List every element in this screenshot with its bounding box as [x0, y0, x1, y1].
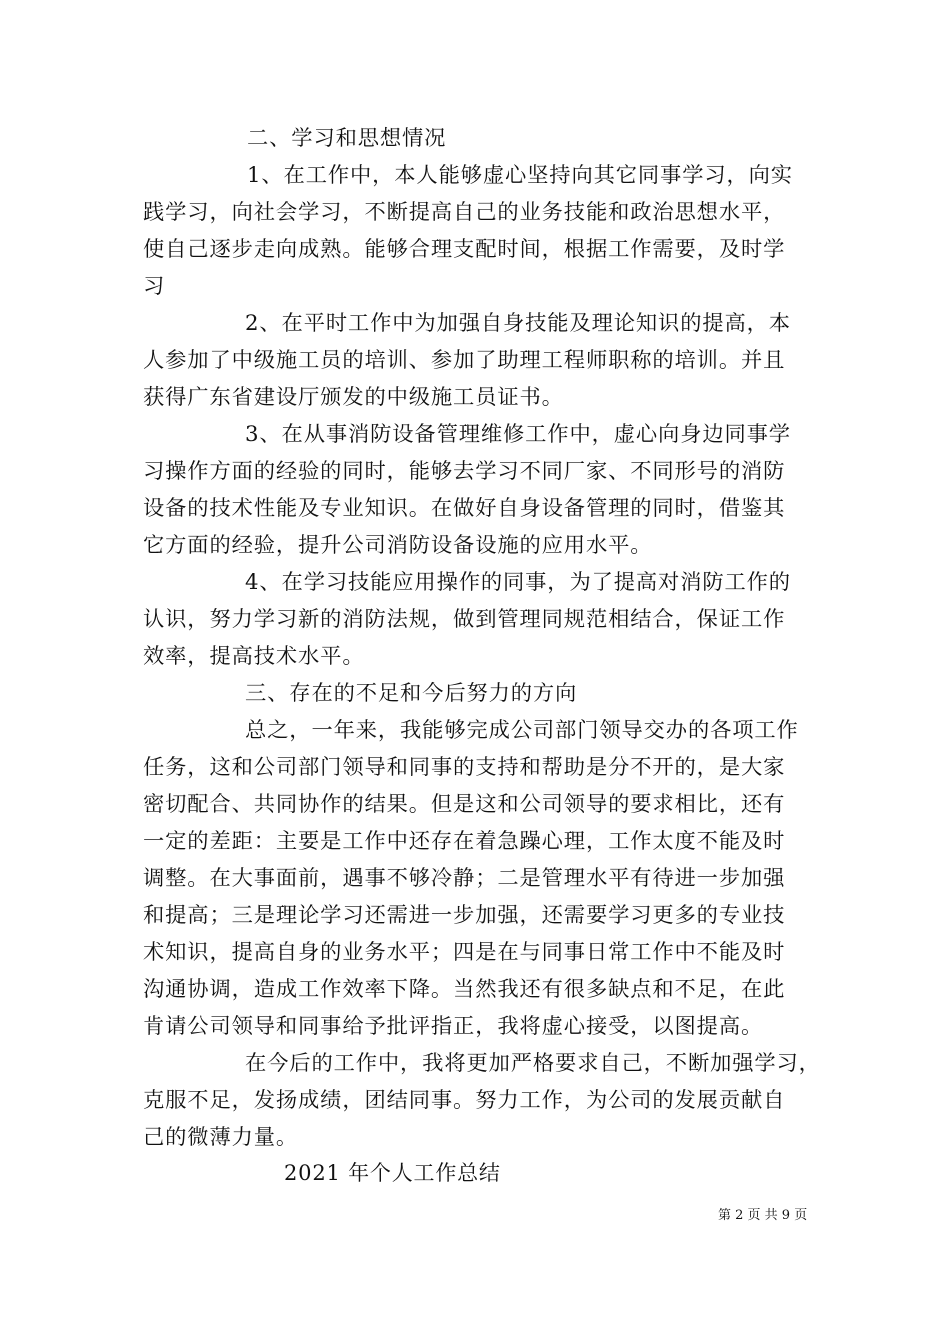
- paragraph-line: 认识，努力学习新的消防法规，做到管理同规范相结合，保证工作: [143, 607, 786, 632]
- paragraph-line: 肯请公司领导和同事给予批评指正，我将虚心接受，以图提高。: [143, 1014, 764, 1039]
- paragraph-line: 和提高；三是理论学习还需进一步加强，还需要学习更多的专业技: [143, 903, 786, 928]
- paragraph-line: 人参加了中级施工员的培训、参加了助理工程师职称的培训。并且: [143, 348, 786, 373]
- next-document-title: 2021 年个人工作总结: [284, 1161, 501, 1185]
- paragraph-line: 2、在平时工作中为加强自身技能及理论知识的提高，本: [245, 311, 791, 336]
- paragraph-line: 任务，这和公司部门领导和同事的支持和帮助是分不开的，是大家: [143, 755, 786, 780]
- paragraph-line: 获得广东省建设厅颁发的中级施工员证书。: [143, 385, 564, 410]
- paragraph-line: 总之，一年来，我能够完成公司部门领导交办的各项工作: [245, 718, 799, 743]
- paragraph-line: 它方面的经验，提升公司消防设备设施的应用水平。: [143, 533, 653, 558]
- paragraph-line: 践学习，向社会学习，不断提高自己的业务技能和政治思想水平，: [143, 200, 786, 225]
- paragraph-line: 使自己逐步走向成熟。能够合理支配时间，根据工作需要，及时学: [143, 237, 786, 262]
- paragraph-line: 术知识，提高自身的业务水平；四是在与同事日常工作中不能及时: [143, 940, 786, 965]
- paragraph-line: 4、在学习技能应用操作的同事，为了提高对消防工作的: [245, 570, 791, 595]
- page-number-footer: 第 2 页 共 9 页: [718, 1208, 808, 1223]
- paragraph-line: 3、在从事消防设备管理维修工作中，虚心向身边同事学: [245, 422, 791, 447]
- paragraph-line: 一定的差距：主要是工作中还存在着急躁心理，工作太度不能及时: [143, 829, 786, 854]
- section-heading: 二、学习和思想情况: [247, 126, 447, 151]
- paragraph-line: 克服不足，发扬成绩，团结同事。努力工作，为公司的发展贡献自: [143, 1088, 786, 1113]
- paragraph-line: 设备的技术性能及专业知识。在做好自身设备管理的同时，借鉴其: [143, 496, 786, 521]
- paragraph-line: 1、在工作中，本人能够虚心坚持向其它同事学习，向实: [247, 163, 793, 188]
- section-heading: 三、存在的不足和今后努力的方向: [245, 681, 578, 706]
- paragraph-line: 沟通协调，造成工作效率下降。当然我还有很多缺点和不足，在此: [143, 977, 786, 1002]
- paragraph-line: 效率，提高技术水平。: [143, 644, 365, 669]
- paragraph-line: 调整。在大事面前，遇事不够冷静；二是管理水平有待进一步加强: [143, 866, 786, 891]
- paragraph-line: 习操作方面的经验的同时，能够去学习不同厂家、不同形号的消防: [143, 459, 786, 484]
- document-body: [143, 120, 821, 1156]
- paragraph-line: 密切配合、共同协作的结果。但是这和公司领导的要求相比，还有: [143, 792, 786, 817]
- paragraph-line: 己的微薄力量。: [143, 1125, 299, 1150]
- paragraph-line: 习: [143, 274, 166, 299]
- paragraph-line: 在今后的工作中，我将更加严格要求自己，不断加强学习，: [245, 1051, 821, 1076]
